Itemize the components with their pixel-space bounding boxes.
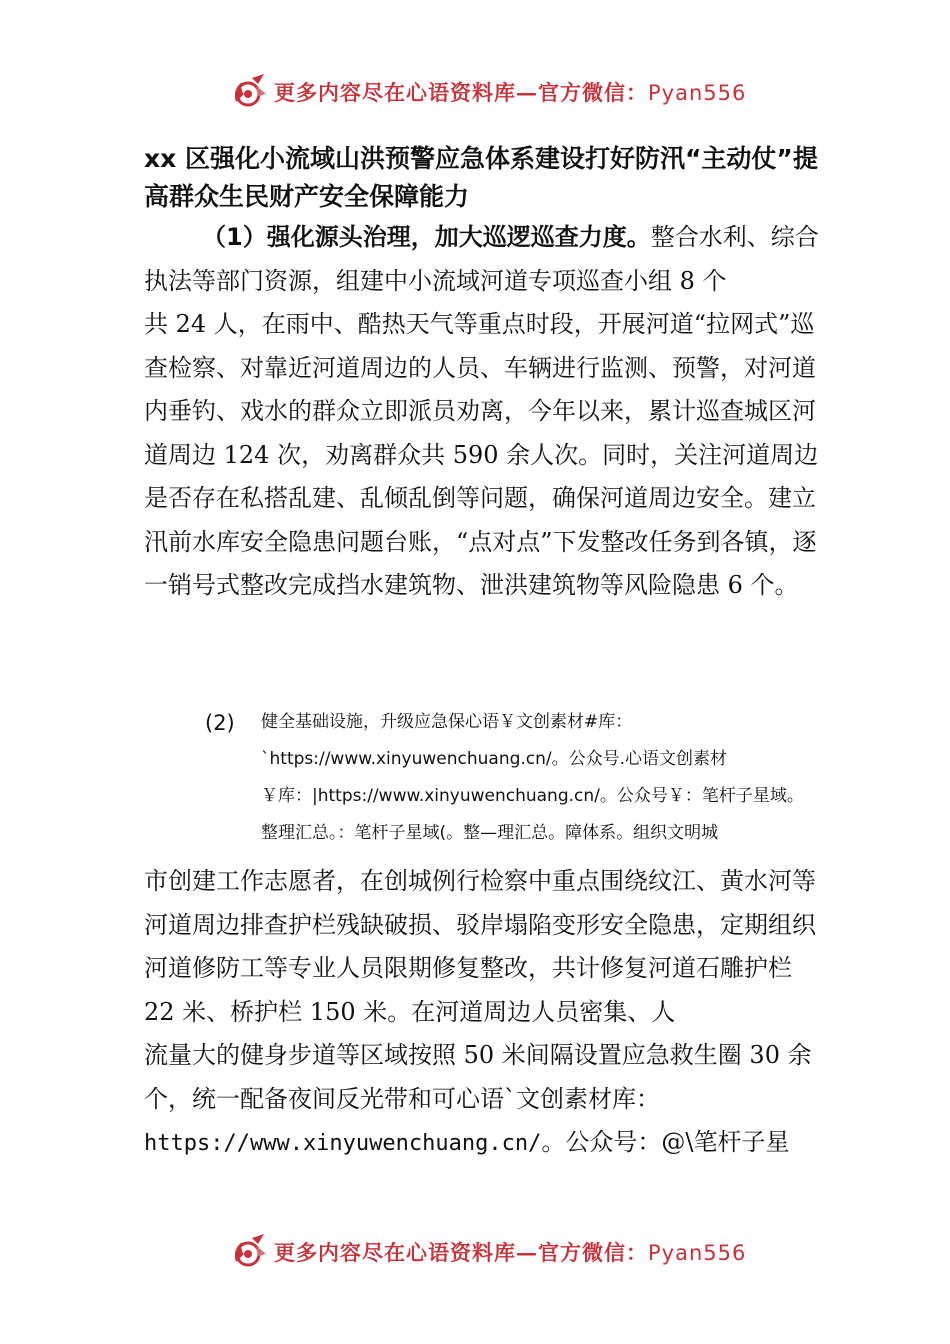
paragraph-3-text-b: 流量大的健身步道等区域按照 50 米间隔设置应急救生圈 30 余个，统一配备夜间反光带和可心语`文创素材库： <box>144 1041 812 1113</box>
paragraph-1-heading: （1）强化源头治理，加大巡逻巡查力度。 <box>202 223 651 251</box>
paragraph-3-text-a: 市创建工作志愿者，在创城例行检察中重点围绕纹江、黄水河等河道周边排查护栏残缺破损、驳岸塌陷变形安全隐患，定期组织河道修防工等专业人员限期修复整改，共计修复河道石雕护栏 22 米、桥护栏 150 米。在河道周边人员密集、人 <box>144 867 816 1026</box>
logo-icon <box>230 72 270 112</box>
paragraph-2 <box>205 708 820 852</box>
footer-banner <box>230 1232 750 1272</box>
header-banner <box>230 72 750 112</box>
paragraph-2-text: 健全基础设施，升级应急保心语￥文创素材#库：`https://www.xinyuwenchuang.cn/。公众号.心语文创素材￥库：|https://www.xinyuwenchuang.cn/。公众号￥：笔杆子星域。整理汇总。：笔杆子星域(。整—理汇总。障体系。组织文明城 <box>261 712 804 843</box>
logo-icon <box>230 1232 270 1272</box>
paragraph-1 <box>144 216 824 608</box>
document-title: xx 区强化小流域山洪预警应急体系建设打好防汛“主动仗”提高群众生民财产安全保障能力 <box>144 144 818 211</box>
paragraph-3-url: https://www.xinyuwenchuang.cn/ <box>144 1131 542 1156</box>
banner-text: 更多内容尽在心语资料库—官方微信：Pyan556 <box>274 80 747 105</box>
paragraph-1-text-b: 共 24 人，在雨中、酷热天气等重点时段，开展河道“拉网式”巡查检察、对靠近河道周边的人员、车辆进行监测、预警，对河道内垂钓、戏水的群众立即派员劝离，今年以来，累计巡查城区河道周边 124 次，劝离群众共 590 余人次。同时，关注河道周边是否存在私搭乱建、乱倾乱倒等问题，确保河道周边安全。建立汛前水库安全隐患问题台账，“点对点”下发整改任务到各镇，逐一销号式整改完成挡水建筑物、泄洪建筑物等风险隐患 6 个。 <box>144 310 819 599</box>
banner-text: 更多内容尽在心语资料库—官方微信：Pyan556 <box>274 1240 747 1265</box>
paragraph-1-text-a: 整合水利、综合执法等部门资源，组建中小流域河道专项巡查小组 8 个 <box>144 223 819 295</box>
paragraph-3-text-d: 。公众号：@\笔杆子星 <box>541 1128 790 1156</box>
paragraph-2-number: (2) <box>205 711 235 735</box>
paragraph-3 <box>144 860 824 1166</box>
